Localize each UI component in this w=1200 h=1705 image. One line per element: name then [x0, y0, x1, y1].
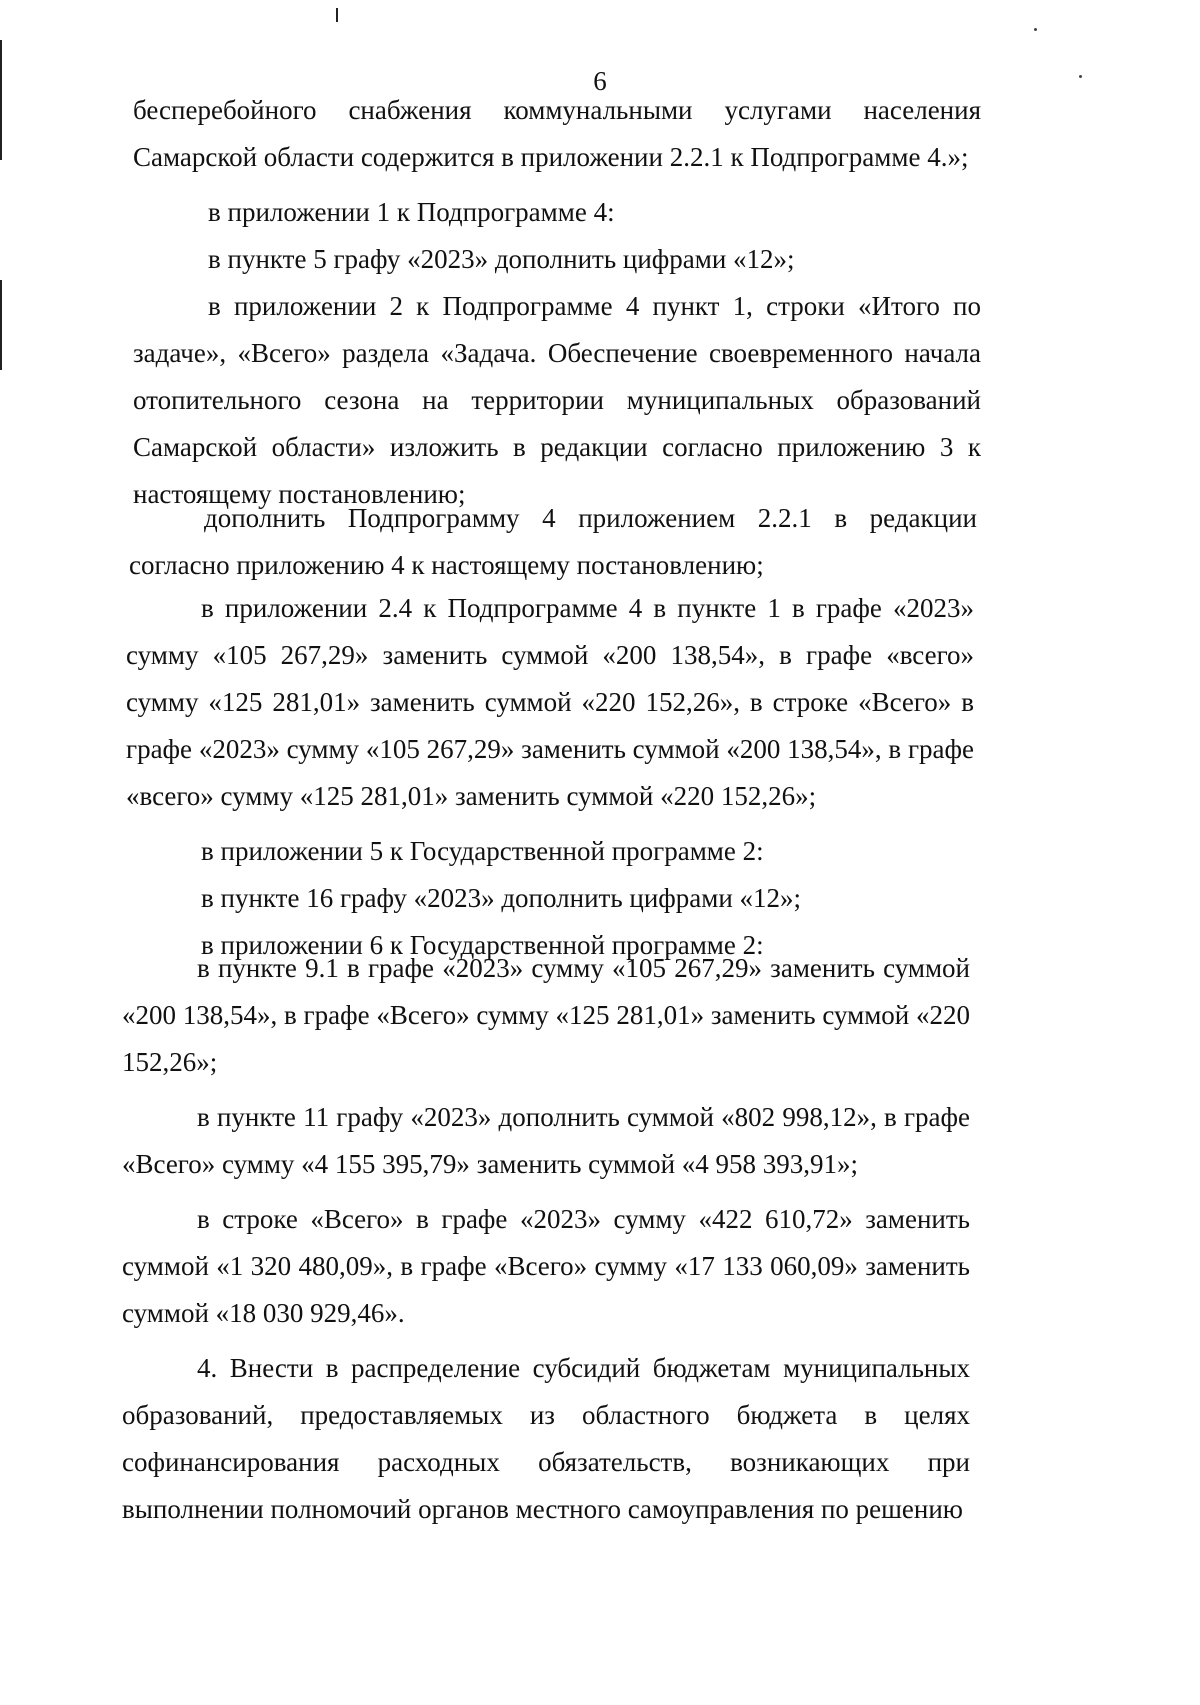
text-block-4 — [122, 945, 970, 1533]
paragraph: в пункте 5 графу «2023» дополнить цифрами «12»; — [208, 244, 795, 274]
scan-artifact-left-1 — [0, 40, 2, 160]
paragraph: в строке «Всего» в графе «2023» сумму «422 610,72» заменить суммой «1 320 480,09», в графе «Всего» сумму «17 133 060,09» заменить суммой «18 030 929,46». — [122, 1204, 970, 1328]
scan-dot-1 — [1034, 28, 1037, 31]
text-block-2 — [129, 495, 977, 589]
page-number: 6 — [593, 66, 607, 96]
text-block-1 — [133, 87, 981, 518]
paragraph: в приложении 5 к Государственной программе 2: — [201, 836, 764, 866]
paragraph: в пункте 16 графу «2023» дополнить цифрами «12»; — [201, 883, 802, 913]
paragraph: дополнить Подпрограмму 4 приложением 2.2.1 в редакции согласно приложению 4 к настоящему постановлению; — [129, 503, 977, 580]
text-block-3 — [126, 585, 974, 969]
paragraph-continuation: бесперебойного снабжения коммунальными услугами населения Самарской области содержится в приложении 2.2.1 к Подпрограмме 4.»; — [133, 95, 981, 172]
paragraph: в приложении 2 к Подпрограмме 4 пункт 1, строки «Итого по задаче», «Всего» раздела «Задача. Обеспечение своевременного начала отопительного сезона на территории муниципальных образований Самарской области» изложить в редакции согласно приложению 3 к настоящему постановлению; — [133, 291, 981, 509]
paragraph: в приложении 2.4 к Подпрограмме 4 в пункте 1 в графе «2023» сумму «105 267,29» заменить суммой «200 138,54», в графе «всего» сумму «125 281,01» заменить суммой «220 152,26», в строке «Всего» в графе «2023» сумму «105 267,29» заменить суммой «200 138,54», в графе «всего» сумму «125 281,01» заменить суммой «220 152,26»; — [126, 593, 974, 811]
paragraph: в приложении 6 к Государственной программе 2: — [201, 930, 764, 960]
scan-artifact-left-2 — [0, 280, 2, 370]
paragraph: в приложении 1 к Подпрограмме 4: — [208, 197, 615, 227]
scan-artifact-top — [336, 8, 338, 22]
paragraph: 4. Внести в распределение субсидий бюджетам муниципальных образований, предоставляемых из областного бюджета в целях софинансирования расходных обязательств, возникающих при выполнении полномочий органов местного самоуправления по решению — [122, 1353, 970, 1524]
paragraph: в пункте 9.1 в графе «2023» сумму «105 267,29» заменить суммой «200 138,54», в графе «Всего» сумму «125 281,01» заменить суммой «220 152,26»; — [122, 953, 970, 1077]
paragraph: в пункте 11 графу «2023» дополнить суммой «802 998,12», в графе «Всего» сумму «4 155 395,79» заменить суммой «4 958 393,91»; — [122, 1102, 970, 1179]
